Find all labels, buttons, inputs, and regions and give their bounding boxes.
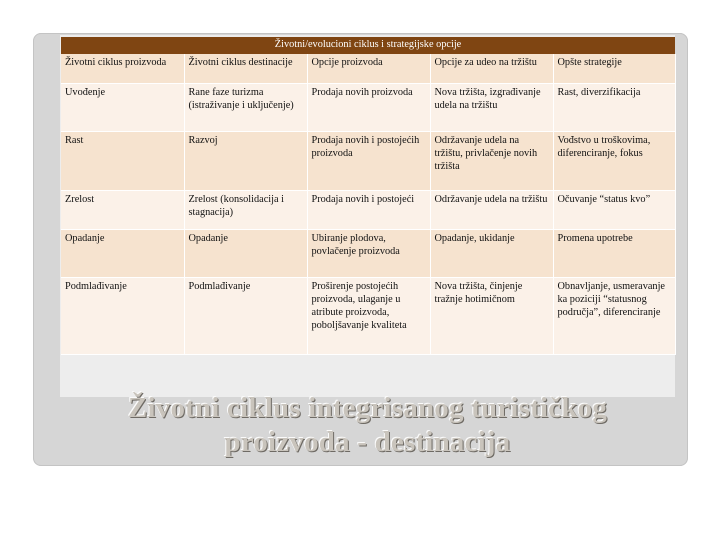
table-cell: Zrelost (61, 191, 184, 230)
table-cell: Podmlađivanje (61, 278, 184, 355)
table-cell: Životni ciklus proizvoda (61, 54, 184, 84)
slide-heading (60, 391, 675, 459)
table-cell: Prodaja novih i postojećih proizvoda (307, 132, 430, 191)
table-row (61, 132, 675, 191)
table-cell: Obnavljanje, usmeravanje ka poziciji “statusnog područja”, diferenciranje (553, 278, 675, 355)
strategy-table-container (61, 37, 675, 355)
table-row (61, 191, 675, 230)
table-row (61, 84, 675, 132)
table-cell: Promena upotrebe (553, 230, 675, 278)
strategy-table (61, 37, 676, 355)
table-cell: Nova tržišta, činjenje tražnje hotimičnom (430, 278, 553, 355)
table-cell: Nova tržišta, izgrađivanje udela na tržištu (430, 84, 553, 132)
table-row (61, 54, 675, 84)
table-cell: Zrelost (konsolidacija i stagnacija) (184, 191, 307, 230)
table-title: Životni/evolucioni ciklus i strategijske opcije (61, 37, 675, 54)
table-cell: Opšte strategije (553, 54, 675, 84)
table-cell: Opadanje (184, 230, 307, 278)
table-cell: Prodaja novih i postojeći (307, 191, 430, 230)
table-cell: Opcije proizvoda (307, 54, 430, 84)
table-cell: Rast (61, 132, 184, 191)
table-cell: Ubiranje plodova, povlačenje proizvoda (307, 230, 430, 278)
table-cell: Proširenje postojećih proizvoda, ulaganje u atribute proizvoda, poboljšavanje kvaliteta (307, 278, 430, 355)
table-cell: Podmlađivanje (184, 278, 307, 355)
table-cell: Opadanje, ukidanje (430, 230, 553, 278)
slide-heading-line-2: proizvoda - destinacija (224, 426, 511, 458)
table-cell: Opcije za udeo na tržištu (430, 54, 553, 84)
table-cell: Rast, diverzifikacija (553, 84, 675, 132)
table-cell: Održavanje udela na tržištu, privlačenje novih tržišta (430, 132, 553, 191)
table-row (61, 230, 675, 278)
table-row (61, 278, 675, 355)
table-cell: Očuvanje “status kvo” (553, 191, 675, 230)
table-cell: Životni ciklus destinacije (184, 54, 307, 84)
table-cell: Uvođenje (61, 84, 184, 132)
table-cell: Opadanje (61, 230, 184, 278)
table-cell: Vođstvo u troškovima, diferenciranje, fokus (553, 132, 675, 191)
table-cell: Rane faze turizma (istraživanje i uključenje) (184, 84, 307, 132)
table-cell: Prodaja novih proizvoda (307, 84, 430, 132)
table-cell: Održavanje udela na tržištu (430, 191, 553, 230)
slide-heading-line-1: Životni ciklus integrisanog turističkog (127, 392, 608, 424)
table-cell: Razvoj (184, 132, 307, 191)
